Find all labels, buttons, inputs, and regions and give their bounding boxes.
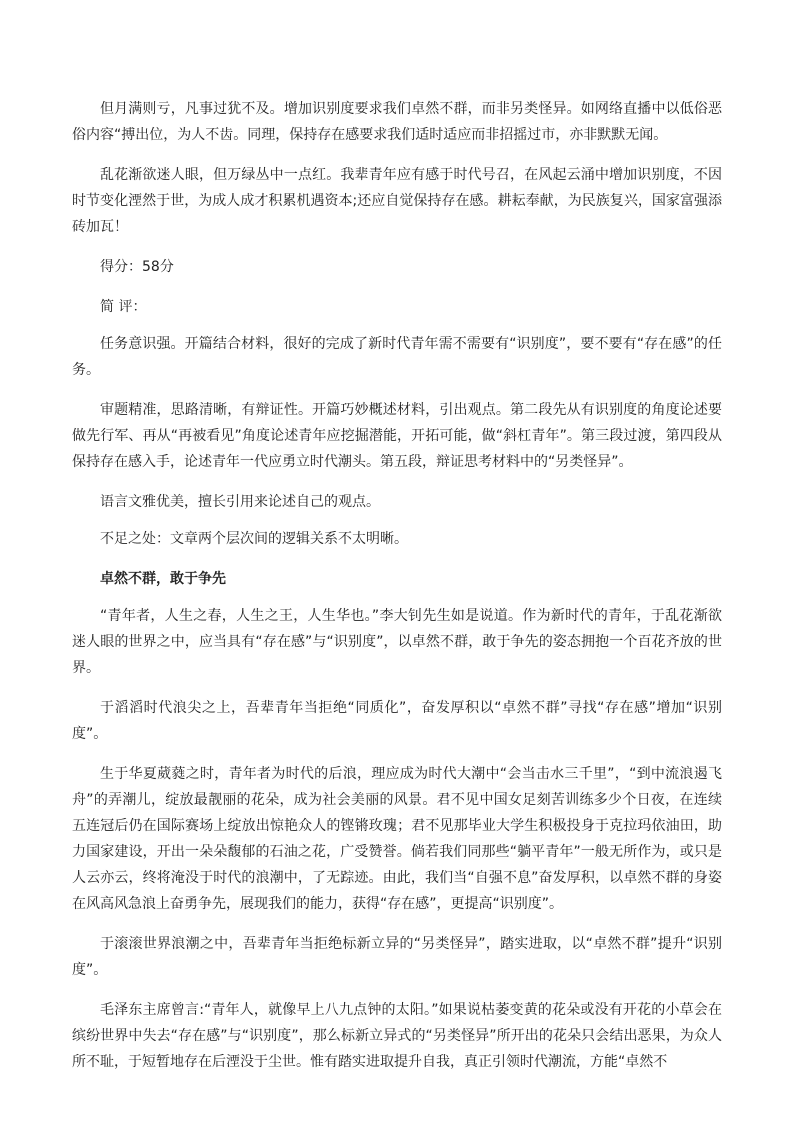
paragraph-conclusion-2: 乱花渐欲迷人眼，但万绿丛中一点红。我辈青年应有感于时代号召，在风起云涌中增加识别度，不因时节变化湮然于世，为成人成才积累机遇资本;还应自觉保持存在感。耕耘奉献，为民族复兴，国家富强添砖加瓦！ (72, 167, 722, 235)
essay-paragraph-3: 生于华夏葳蕤之时，青年者为时代的后浪，理应成为时代大潮中“会当击水三千里”，“到中流浪遏飞舟”的弄潮儿，绽放最靓丽的花朵，成为社会美丽的风景。君不见中国女足刻苦训练多少个日夜，在连续五连冠后仍在国际赛场上绽放出惊艳众人的铿锵玫瑰；君不见那毕业大学生积极投身于克拉玛依油田，助力国家建设，开出一朵朵馥郁的石油之花，广受赞誉。倘若我们同那些“躺平青年”一般无所作为，或只是人云亦云，终将淹没于时代的浪潮中，了无踪迹。由此，我们当“自强不息”奋发厚积，以卓然不群的身姿在风高风急浪上奋勇争先，展现我们的能力，获得“存在感”，更提高“识别度”。 (72, 766, 722, 912)
review-task-awareness: 任务意识强。开篇结合材料，很好的完成了新时代青年需不需要有“识别度”，要不要有“存在感”的任务。 (72, 336, 722, 378)
review-structure: 审题精准，思路清晰，有辩证性。开篇巧妙概述材料，引出观点。第二段先从有识别度的角度论述要做先行军、再从“再被看见”角度论述青年应挖掘潜能，开拓可能，做“斜杠青年”。第三段过渡，第四段从保持存在感入手，论述青年一代应勇立时代潮头。第五段，辩证思考材料中的“另类怪异”。 (72, 402, 722, 470)
paragraph-conclusion-1: 但月满则亏，凡事过犹不及。增加识别度要求我们卓然不群，而非另类怪异。如网络直播中以低俗恶俗内容“搏出位，为人不齿。同理，保持存在感要求我们适时适应而非招摇过市，亦非默默无闻。 (72, 101, 722, 143)
essay-paragraph-1: “青年者，人生之春，人生之王，人生华也。”李大钊先生如是说道。作为新时代的青年，于乱花渐欲迷人眼的世界之中，应当具有“存在感”与“识别度”，以卓然不群，敢于争先的姿态拥抱一个百花齐放的世界。 (72, 608, 722, 676)
review-shortcoming: 不足之处：文章两个层次间的逻辑关系不太明晰。 (100, 531, 408, 547)
essay-title: 卓然不群，敢于争先 (100, 571, 226, 587)
essay-paragraph-4: 于滚滚世界浪潮之中，吾辈青年当拒绝标新立异的“另类怪异”，踏实进取，以“卓然不群”提升“识别度”。 (72, 936, 722, 978)
review-language: 语言文雅优美，擅长引用来论述自己的观点。 (100, 494, 380, 510)
essay-paragraph-2: 于滔滔时代浪尖之上，吾辈青年当拒绝“同质化”，奋发厚积以“卓然不群”寻找“存在感”增加“识别度”。 (72, 700, 722, 742)
review-heading: 简 评： (100, 299, 147, 315)
essay-paragraph-5: 毛泽东主席曾言:“青年人，就像早上八九点钟的太阳。”如果说枯萎变黄的花朵或没有开花的小草会在缤纷世界中失去“存在感”与“识别度”，那么标新立异式的“另类怪异”所开出的花朵只会结出恶果，为众人所不耻，于短暂地存在后湮没于尘世。惟有踏实进取提升自我，真正引领时代潮流，方能“卓然不 (72, 1002, 722, 1070)
score-line: 得分：58分 (100, 259, 174, 275)
document-page (72, 96, 722, 1089)
